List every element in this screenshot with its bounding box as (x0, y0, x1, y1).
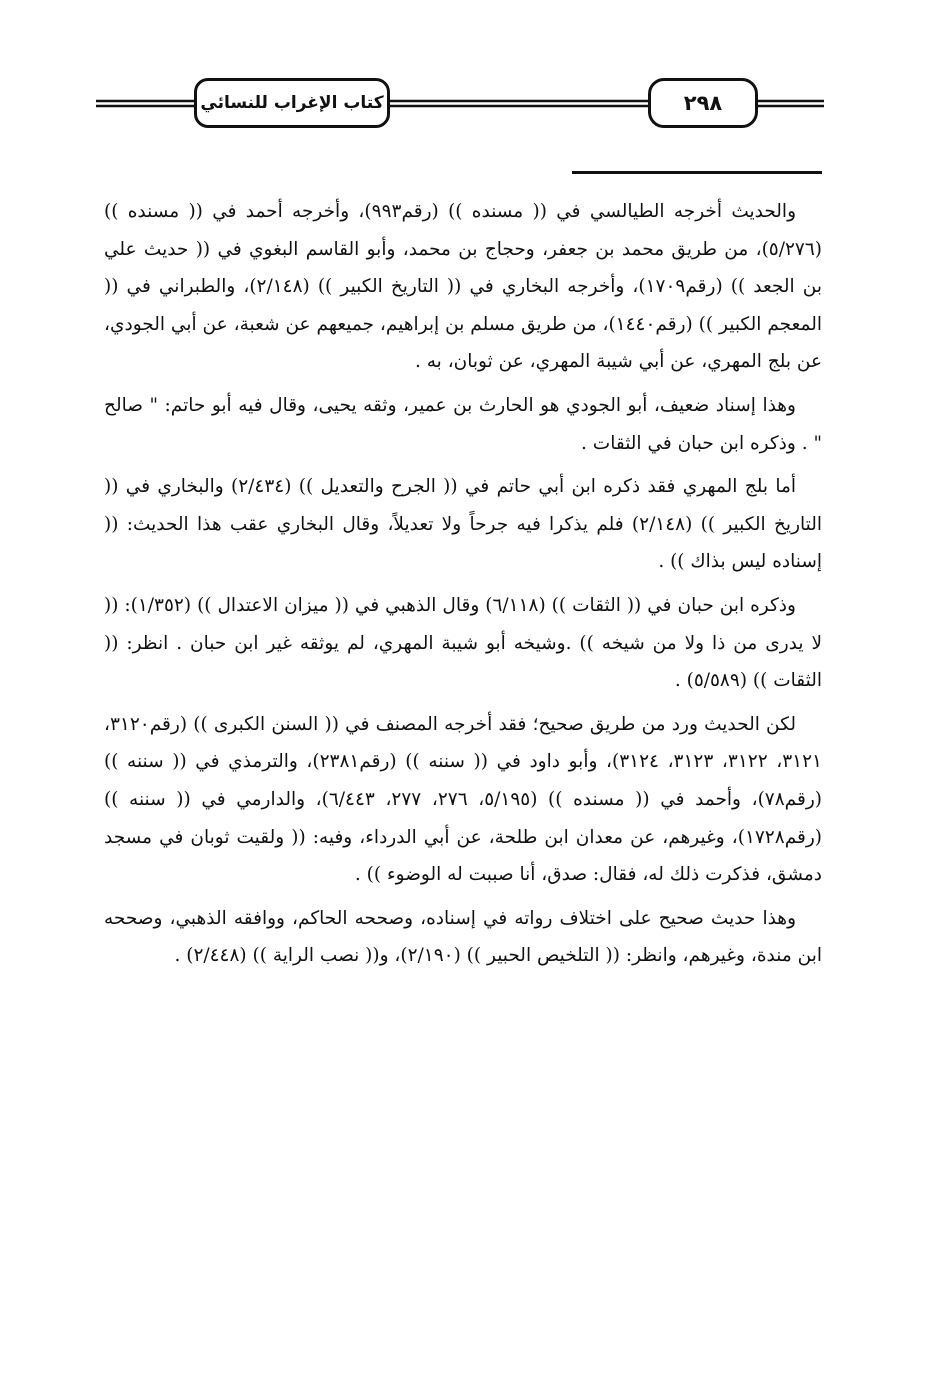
paragraph-5: لكن الحديث ورد من طريق صحيح؛ فقد أخرجه المصنف في (( السنن الكبرى )) (رقم٣١٢٠، ٣١٢١، ٣١٢٢، ٣١٢٣، ٣١٢٤)، وأبو داود في (( سننه )) (رقم٢٣٨١)، والترمذي في (( سننه )) (رقم٧٨)، وأحمد في (( مسنده )) (٥/١٩٥، ٢٧٦، ٢٧٧، ٦/٤٤٣)، والدارمي في (( سننه )) (رقم١٧٢٨)، وغيرهم، عن معدان ابن طلحة، عن أبي الدرداء، وفيه: (( ولقيت ثوبان في مسجد دمشق، فذكرت ذلك له، فقال: صدق، أنا صببت له الوضوء )) . (104, 713, 822, 886)
paragraph-3: أما بلج المهري فقد ذكره ابن أبي حاتم في (( الجرح والتعديل )) (٢/٤٣٤) والبخاري في (( التاريخ الكبير )) (٢/١٤٨) فلم يذكرا فيه جرحاً ولا تعديلاً، وقال البخاري عقب هذا الحديث: (( إسناده ليس بذاك )) . (104, 476, 822, 573)
page-header (96, 72, 824, 136)
body-text (104, 193, 822, 981)
top-rule (572, 171, 822, 174)
paragraph-2: وهذا إسناد ضعيف، أبو الجودي هو الحارث بن عمير، وثقه يحيى، وقال فيه أبو حاتم: " صالح " . وذكره ابن حبان في الثقات . (104, 394, 822, 454)
paragraph-6: وهذا حديث صحيح على اختلاف رواته في إسناده، وصححه الحاكم، ووافقه الذهبي، وصححه ابن مندة، وغيرهم، وانظر: (( التلخيص الحبير )) (٢/١٩٠)، و(( نصب الراية )) (٢/٤٤٨) . (104, 907, 822, 967)
paragraph-1: والحديث أخرجه الطيالسي في (( مسنده )) (رقم٩٩٣)، وأخرجه أحمد في (( مسنده )) (٥/٢٧٦)، من طريق محمد بن جعفر، وحجاج بن محمد، وأبو القاسم البغوي في (( حديث علي بن الجعد )) (رقم١٧٠٩)، وأخرجه البخاري في (( التاريخ الكبير )) (٢/١٤٨)، والطبراني في (( المعجم الكبير )) (رقم١٤٤٠)، من طريق مسلم بن إبراهيم، جميعهم عن شعبة، عن أبي الجودي، عن بلج المهري، عن أبي شيبة المهري، عن ثوبان، به . (104, 201, 822, 373)
page-number: ٢٩٨ (648, 78, 758, 128)
paragraph-4: وذكره ابن حبان في (( الثقات )) (٦/١١٨) وقال الذهبي في (( ميزان الاعتدال )) (١/٣٥٢): (( لا يدرى من ذا ولا من شيخه )) .وشيخه أبو شيبة المهري، لم يوثقه غير ابن حبان . انظر: (( الثقات )) (٥/٥٨٩) . (104, 594, 822, 692)
book-title: كتاب الإغراب للنسائي (194, 78, 390, 128)
